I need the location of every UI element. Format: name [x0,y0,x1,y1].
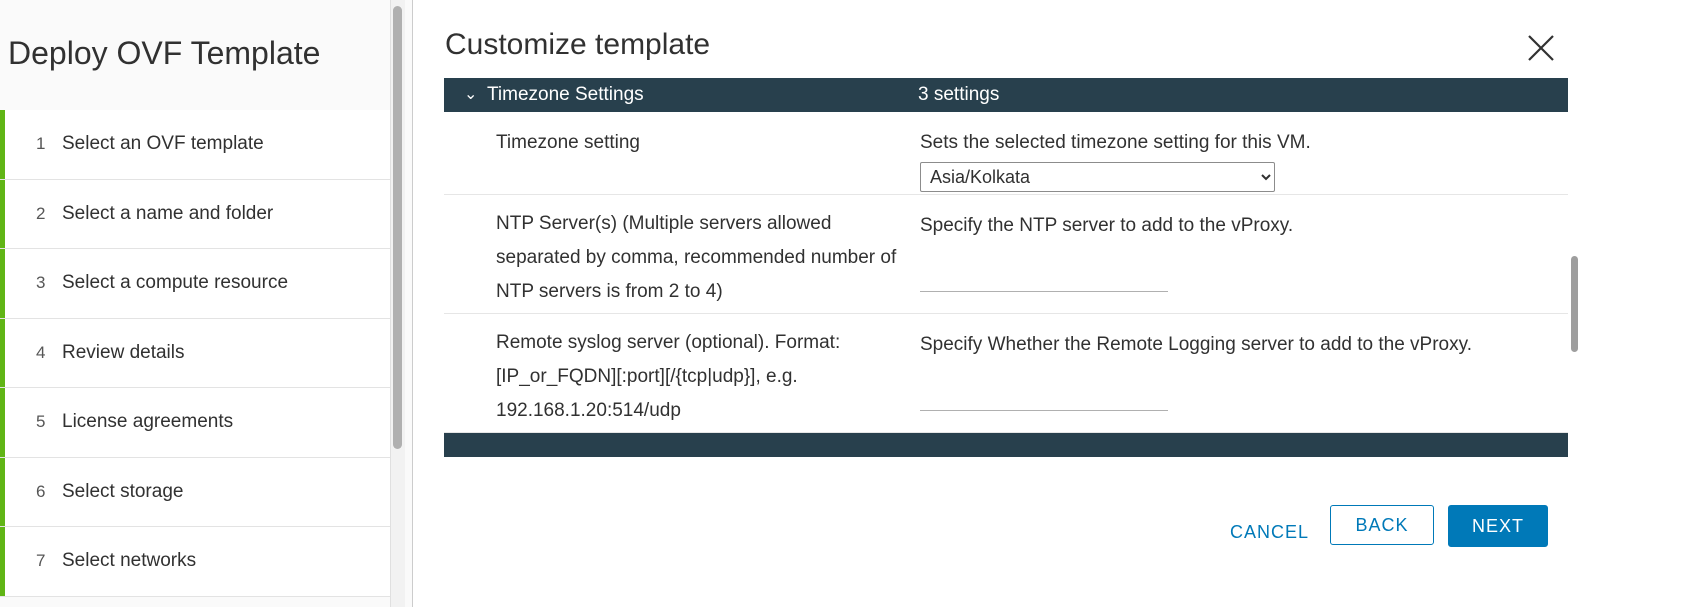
table-row [444,195,1568,314]
sidebar-item-select-compute-resource[interactable] [0,249,390,319]
setting-description-ntp-servers: Specify the NTP server to add to the vProxy. [920,215,1294,236]
step-accent-bar [0,110,5,179]
step-accent-bar [0,527,5,596]
setting-label-remote-syslog: Remote syslog server (optional). Format: [IP_or_FQDN][:port][/{tcp|udp}], e.g. 192.168.1.20:514/udp [496,332,841,421]
settings-group-header-timezone[interactable] [444,78,1568,112]
step-number: 7 [36,551,46,571]
table-row [444,314,1568,433]
step-accent-bar [0,180,5,249]
wizard-step-list [0,110,390,597]
step-number: 6 [36,481,46,501]
step-label: Review details [62,341,185,363]
step-label: Select a name and folder [62,202,274,224]
settings-group-name: Timezone Settings [487,84,644,105]
sidebar-item-select-ovf-template[interactable] [0,110,390,180]
close-icon[interactable] [1523,30,1559,66]
step-accent-bar [0,249,5,318]
content-scrollbar-thumb[interactable] [1571,256,1578,352]
wizard-footer [413,500,1682,607]
step-accent-bar [0,458,5,527]
timezone-select-wrap [920,162,1275,192]
settings-group-count: 3 settings [918,84,1000,105]
step-number: 3 [36,273,46,293]
left-pane-scrollbar-thumb[interactable] [393,6,402,449]
step-label: Select an OVF template [62,133,264,155]
sidebar-item-select-storage[interactable] [0,458,390,528]
wizard-content-pane [413,0,1682,607]
step-accent-bar [0,388,5,457]
page-title: Customize template [445,28,711,61]
step-label: Select a compute resource [62,272,289,294]
step-number: 1 [36,134,46,154]
sidebar-item-select-networks[interactable] [0,527,390,597]
ntp-servers-input[interactable] [920,269,1168,292]
sidebar-item-select-name-and-folder[interactable] [0,180,390,250]
sidebar-item-license-agreements[interactable] [0,388,390,458]
step-label: License agreements [62,411,234,433]
template-settings-table [444,78,1568,481]
ntp-input-wrap [920,269,1168,292]
setting-description-remote-syslog: Specify Whether the Remote Logging server to add to the vProxy. [920,334,1472,355]
step-accent-bar [0,319,5,388]
step-number: 5 [36,412,46,432]
chevron-down-icon[interactable]: ⌄ [464,86,478,103]
sidebar-item-review-details[interactable] [0,319,390,389]
step-label: Select networks [62,550,197,572]
cancel-button[interactable]: CANCEL [1220,514,1319,551]
wizard-steps-pane [0,0,413,607]
remote-syslog-input[interactable] [920,388,1168,411]
setting-description-timezone: Sets the selected timezone setting for this VM. [920,132,1311,153]
table-row [444,112,1568,195]
syslog-input-wrap [920,388,1168,411]
step-number: 4 [36,342,46,362]
next-button[interactable]: NEXT [1448,505,1548,547]
setting-label-timezone: Timezone setting [496,132,640,153]
back-button[interactable]: BACK [1330,505,1434,545]
timezone-select[interactable] [920,162,1275,192]
step-number: 2 [36,203,46,223]
settings-group-header-next[interactable] [444,433,1568,457]
step-label: Select storage [62,480,184,502]
wizard-title: Deploy OVF Template [8,35,321,71]
setting-label-ntp-servers: NTP Server(s) (Multiple servers allowed separated by comma, recommended number of NTP servers is from 2 to 4) [496,213,897,302]
